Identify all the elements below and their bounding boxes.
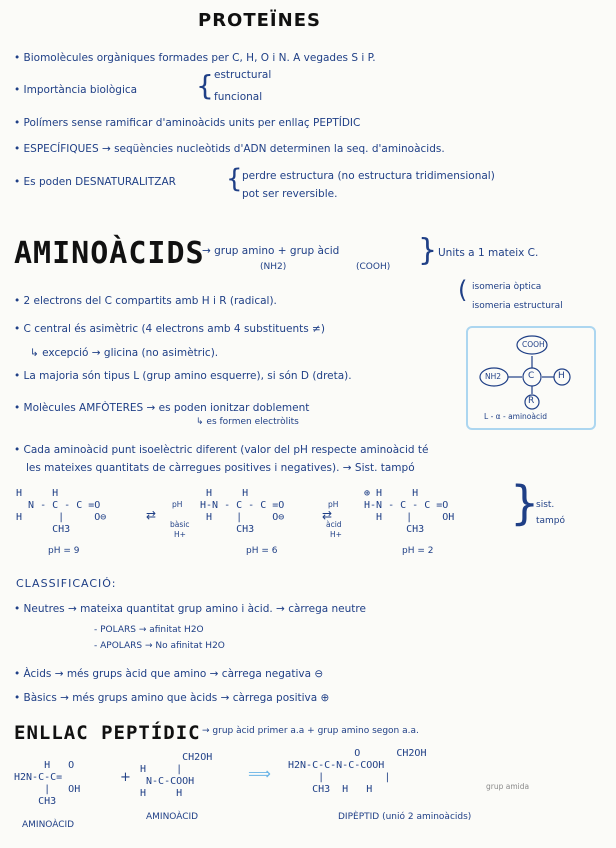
importancia-funcional: funcional bbox=[214, 91, 263, 103]
bullet-desnaturalitzar: • Es poden DESNATURALITZAR bbox=[14, 176, 176, 188]
aa-bullet-2: • C central és asimètric (4 electrons amb 4 substituents ≠) bbox=[14, 323, 325, 335]
mol-ph2: ⊕ H H H-N - C - C =O H | OH CH3 bbox=[364, 488, 455, 535]
bullet-polimers: • Polímers sense ramificar d'aminoàcids units per enllaç PEPTÍDIC bbox=[14, 117, 361, 129]
desnat-perdre: perdre estructura (no estructura tridimensional) bbox=[242, 170, 495, 182]
page-title: PROTEÏNES bbox=[198, 10, 321, 31]
arrow1-bot: H+ bbox=[174, 530, 186, 539]
aa-bullet-1: • 2 electrons del C compartits amb H i R (radical). bbox=[14, 295, 277, 307]
class-acids: • Àcids → més grups àcid que amino → càrrega negativa ⊖ bbox=[14, 668, 324, 680]
diagram-h: H bbox=[558, 371, 565, 381]
brace-units: } bbox=[418, 233, 438, 268]
brace-desnaturalitzar: { bbox=[226, 164, 243, 194]
acid-sub: (COOH) bbox=[356, 262, 391, 272]
arrow1-top: pH bbox=[172, 500, 183, 509]
ph2-label: pH = 2 bbox=[402, 546, 434, 556]
aminoacids-header-rest: → grup amino + grup àcid bbox=[202, 245, 340, 257]
arrow1-mid: bàsic bbox=[170, 520, 190, 529]
bullet-text: Biomolècules orgàniques formades per C, H, O i N. A vegades S i P. bbox=[23, 52, 376, 64]
classificacio-title: CLASSIFICACIÓ: bbox=[16, 577, 117, 590]
peptide-aa1: H O H2N-C-C= | OH CH3 bbox=[14, 760, 81, 807]
aminoacid-structure-box bbox=[466, 326, 596, 430]
arrow2-top: pH bbox=[328, 500, 339, 509]
plus-sign: + bbox=[120, 770, 131, 785]
class-basics: • Bàsics → més grups amino que àcids → càrrega positiva ⊕ bbox=[14, 692, 330, 704]
arrow1: ⇄ bbox=[146, 508, 157, 522]
peptide-aa2: CH2OH H | N-C-COOH H H bbox=[140, 752, 213, 799]
ph6-label: pH = 6 bbox=[246, 546, 278, 556]
aa-bullet-2-sub: ↳ excepció → glicina (no asimètric). bbox=[30, 347, 219, 359]
diagram-nh2: NH2 bbox=[485, 372, 502, 381]
isomeria-optica: isomeria òptica bbox=[472, 282, 542, 292]
arrow2-bot: H+ bbox=[330, 530, 342, 539]
isomeria-estructural: isomeria estructural bbox=[472, 301, 563, 311]
aa-bullet-5-b: les mateixes quantitats de càrregues positives i negatives). → Sist. tampó bbox=[26, 462, 415, 474]
arrow2: ⇄ bbox=[322, 508, 333, 522]
class-neutres: • Neutres → mateixa quantitat grup amino i àcid. → càrrega neutre bbox=[14, 603, 366, 615]
sist-label: sist. bbox=[536, 500, 555, 510]
bullet-importancia: • Importància biològica bbox=[14, 84, 138, 96]
aa-bullet-3: • La majoria són tipus L (grup amino esquerre), si són D (dreta). bbox=[14, 370, 352, 382]
amino-sub: (NH2) bbox=[260, 262, 287, 272]
class-apolars: - APOLARS → No afinitat H2O bbox=[94, 641, 225, 651]
bullet-text: Polímers sense ramificar d'aminoàcids units per enllaç PEPTÍDIC bbox=[23, 117, 361, 129]
diagram-c: C bbox=[528, 371, 535, 381]
label-aa1: AMINOÀCID bbox=[22, 820, 75, 830]
bullet-biomolecules: • Biomolècules orgàniques formades per C, H, O i N. A vegades S i P. bbox=[14, 52, 376, 64]
diagram-r: R bbox=[528, 396, 535, 406]
reaction-arrow: ⟹ bbox=[248, 764, 271, 783]
mol-ph6: H H H-N - C - C =O H | O⊖ CH3 bbox=[200, 488, 285, 535]
aa-bullet-4-sub: ↳ es formen electròlits bbox=[196, 417, 299, 427]
diagram-cooh: COOH bbox=[522, 340, 545, 349]
peptide-dipeptide: O CH2OH H2N-C-C-N-C-COOH | | CH3 H H bbox=[288, 748, 427, 795]
mol-ph9: H H N - C - C =O H | O⊖ CH3 bbox=[10, 488, 107, 535]
bullet-especifiques: • ESPECÍFIQUES → seqüències nucleòtids d'ADN determinen la seq. d'aminoàcids. bbox=[14, 143, 445, 155]
label-aa2: AMINOÀCID bbox=[146, 812, 199, 822]
equilibrium-diagram bbox=[10, 476, 606, 560]
isomeria-brace: ( bbox=[458, 276, 468, 304]
label-dipeptide: DIPÈPTID (unió 2 aminoàcids) bbox=[338, 812, 472, 822]
enllac-title: ENLLAC PEPTÍDIC bbox=[14, 722, 201, 744]
aa-bullet-5: • Cada aminoàcid punt isoelèctric diferent (valor del pH respecte aminoàcid té bbox=[14, 444, 429, 456]
tampo-label: tampó bbox=[536, 516, 566, 526]
aa-bullet-4: • Molècules AMFÒTERES → es poden ionitzar doblement bbox=[14, 402, 310, 414]
arrow2-mid: àcid bbox=[326, 520, 342, 529]
units-label: Units a 1 mateix C. bbox=[438, 247, 539, 259]
grup-amida-label: grup amida bbox=[486, 782, 530, 791]
importancia-estructural: estructural bbox=[214, 69, 272, 81]
diagram-label: L - α - aminoàcid bbox=[484, 412, 547, 421]
aminoacids-title: AMINOÀCIDS bbox=[14, 236, 205, 271]
bullet-text: Importància biològica bbox=[23, 84, 138, 96]
enllac-desc: → grup àcid primer a.a + grup amino segon a.a. bbox=[202, 726, 419, 736]
bullet-text: Es poden DESNATURALITZAR bbox=[23, 176, 176, 188]
sist-brace: } bbox=[510, 476, 540, 530]
class-polars: - POLARS → afinitat H2O bbox=[94, 625, 204, 635]
brace-importancia: { bbox=[196, 69, 214, 102]
desnat-reversible: pot ser reversible. bbox=[242, 188, 338, 200]
bullet-text: ESPECÍFIQUES → seqüències nucleòtids d'ADN determinen la seq. d'aminoàcids. bbox=[23, 143, 445, 155]
ph9-label: pH = 9 bbox=[48, 546, 80, 556]
